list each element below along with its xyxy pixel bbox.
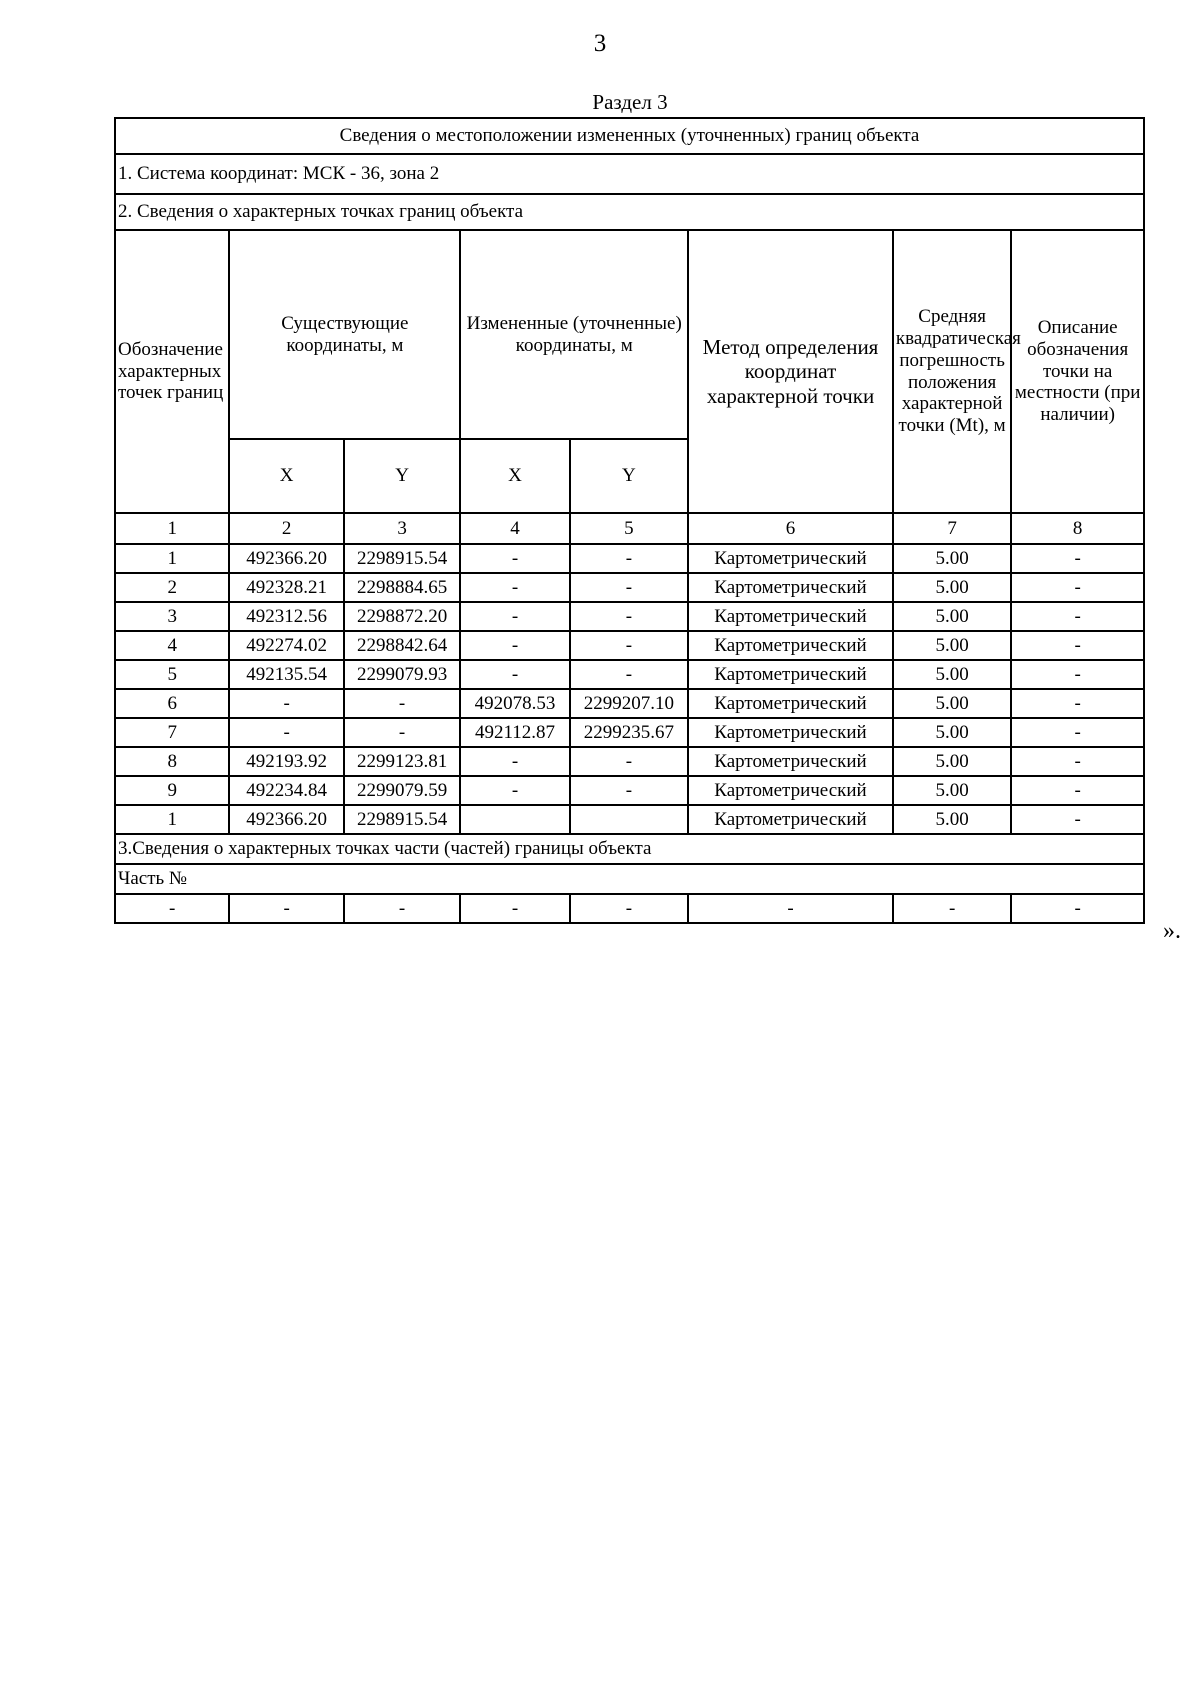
description: - — [1011, 776, 1144, 805]
column-number: 5 — [570, 513, 688, 544]
table-row — [115, 631, 1144, 660]
existing-y: 2298915.54 — [344, 544, 460, 573]
table-row — [115, 602, 1144, 631]
point-id: 4 — [115, 631, 229, 660]
existing-x: 492135.54 — [229, 660, 343, 689]
table-row — [115, 718, 1144, 747]
changed-x: - — [460, 573, 569, 602]
existing-y: - — [344, 718, 460, 747]
changed-x: - — [460, 660, 569, 689]
column-number: 4 — [460, 513, 569, 544]
existing-x: 492366.20 — [229, 544, 343, 573]
method: Картометрический — [688, 631, 893, 660]
part-cell: - — [344, 894, 460, 923]
point-id: 1 — [115, 544, 229, 573]
changed-x: 492078.53 — [460, 689, 569, 718]
header-changed-y: Y — [570, 439, 688, 513]
description: - — [1011, 602, 1144, 631]
changed-x — [460, 805, 569, 834]
changed-y — [570, 805, 688, 834]
existing-x: 492274.02 — [229, 631, 343, 660]
description: - — [1011, 631, 1144, 660]
changed-y: 2299235.67 — [570, 718, 688, 747]
header-designation: Обозначение характерных точек границ — [115, 230, 229, 513]
error: 5.00 — [893, 602, 1011, 631]
error: 5.00 — [893, 689, 1011, 718]
column-number: 7 — [893, 513, 1011, 544]
column-number: 2 — [229, 513, 343, 544]
changed-y: - — [570, 631, 688, 660]
description: - — [1011, 718, 1144, 747]
header-changed-coords: Измененные (уточненные) координаты, м — [460, 230, 688, 439]
part-cell: - — [229, 894, 343, 923]
method: Картометрический — [688, 776, 893, 805]
existing-y: 2298884.65 — [344, 573, 460, 602]
header-existing-coords: Существующие координаты, м — [229, 230, 460, 439]
changed-x: - — [460, 602, 569, 631]
existing-x: 492328.21 — [229, 573, 343, 602]
existing-y: 2298872.20 — [344, 602, 460, 631]
table-row — [115, 544, 1144, 573]
table-row — [115, 776, 1144, 805]
column-number: 1 — [115, 513, 229, 544]
table-body — [115, 118, 1144, 923]
part-cell: - — [460, 894, 569, 923]
coordinate-system: 1. Система координат: МСК - 36, зона 2 — [115, 154, 1144, 194]
changed-x: - — [460, 631, 569, 660]
point-id: 8 — [115, 747, 229, 776]
error: 5.00 — [893, 573, 1011, 602]
column-number: 8 — [1011, 513, 1144, 544]
changed-x: - — [460, 747, 569, 776]
method: Картометрический — [688, 747, 893, 776]
error: 5.00 — [893, 631, 1011, 660]
changed-x: - — [460, 776, 569, 805]
section-title: Раздел 3 — [592, 90, 668, 114]
changed-y: - — [570, 544, 688, 573]
point-id: 6 — [115, 689, 229, 718]
method: Картометрический — [688, 573, 893, 602]
changed-y: 2299207.10 — [570, 689, 688, 718]
table-row — [115, 573, 1144, 602]
existing-y: 2298915.54 — [344, 805, 460, 834]
point-id: 1 — [115, 805, 229, 834]
point-id: 7 — [115, 718, 229, 747]
existing-x: - — [229, 689, 343, 718]
changed-y: - — [570, 660, 688, 689]
point-id: 3 — [115, 602, 229, 631]
closing-quote: ». — [1163, 918, 1181, 944]
description: - — [1011, 544, 1144, 573]
method: Картометрический — [688, 689, 893, 718]
error: 5.00 — [893, 544, 1011, 573]
part-row — [115, 894, 1144, 923]
existing-y: 2299079.59 — [344, 776, 460, 805]
existing-x: - — [229, 718, 343, 747]
method: Картометрический — [688, 805, 893, 834]
part-cell: - — [1011, 894, 1144, 923]
existing-x: 492366.20 — [229, 805, 343, 834]
table-row — [115, 805, 1144, 834]
error: 5.00 — [893, 747, 1011, 776]
method: Картометрический — [688, 602, 893, 631]
boundary-table — [114, 117, 1145, 924]
existing-y: 2298842.64 — [344, 631, 460, 660]
header-changed-x: X — [460, 439, 569, 513]
point-id: 2 — [115, 573, 229, 602]
point-id: 9 — [115, 776, 229, 805]
header-description: Описание обозначения точки на местности (при наличии) — [1011, 230, 1144, 513]
part-cell: - — [115, 894, 229, 923]
changed-y: - — [570, 602, 688, 631]
column-number: 6 — [688, 513, 893, 544]
part-cell: - — [688, 894, 893, 923]
error: 5.00 — [893, 718, 1011, 747]
description: - — [1011, 660, 1144, 689]
header-existing-x: X — [229, 439, 343, 513]
description: - — [1011, 689, 1144, 718]
error: 5.00 — [893, 805, 1011, 834]
method: Картометрический — [688, 544, 893, 573]
error: 5.00 — [893, 660, 1011, 689]
changed-y: - — [570, 747, 688, 776]
parts-heading: 3.Сведения о характерных точках части (частей) границы объекта — [115, 834, 1144, 864]
description: - — [1011, 747, 1144, 776]
existing-x: 492234.84 — [229, 776, 343, 805]
method: Картометрический — [688, 660, 893, 689]
header-error: Средняя квадратическая погрешность положения характерной точки (Mt), м — [893, 230, 1011, 513]
table-row — [115, 689, 1144, 718]
existing-y: 2299079.93 — [344, 660, 460, 689]
points-heading: 2. Сведения о характерных точках границ объекта — [115, 194, 1144, 230]
point-id: 5 — [115, 660, 229, 689]
part-cell: - — [570, 894, 688, 923]
table-row — [115, 660, 1144, 689]
existing-x: 492193.92 — [229, 747, 343, 776]
column-number-row — [115, 513, 1144, 544]
existing-x: 492312.56 — [229, 602, 343, 631]
column-number: 3 — [344, 513, 460, 544]
description: - — [1011, 573, 1144, 602]
part-cell: - — [893, 894, 1011, 923]
description: - — [1011, 805, 1144, 834]
page-number: 3 — [593, 30, 607, 57]
table-title: Сведения о местоположении измененных (уточненных) границ объекта — [115, 118, 1144, 154]
changed-x: 492112.87 — [460, 718, 569, 747]
error: 5.00 — [893, 776, 1011, 805]
method: Картометрический — [688, 718, 893, 747]
header-method: Метод определения координат характерной точки — [688, 230, 893, 513]
changed-x: - — [460, 544, 569, 573]
changed-y: - — [570, 573, 688, 602]
changed-y: - — [570, 776, 688, 805]
header-existing-y: Y — [344, 439, 460, 513]
existing-y: 2299123.81 — [344, 747, 460, 776]
table-row — [115, 747, 1144, 776]
existing-y: - — [344, 689, 460, 718]
part-number-label: Часть № — [115, 864, 1144, 894]
